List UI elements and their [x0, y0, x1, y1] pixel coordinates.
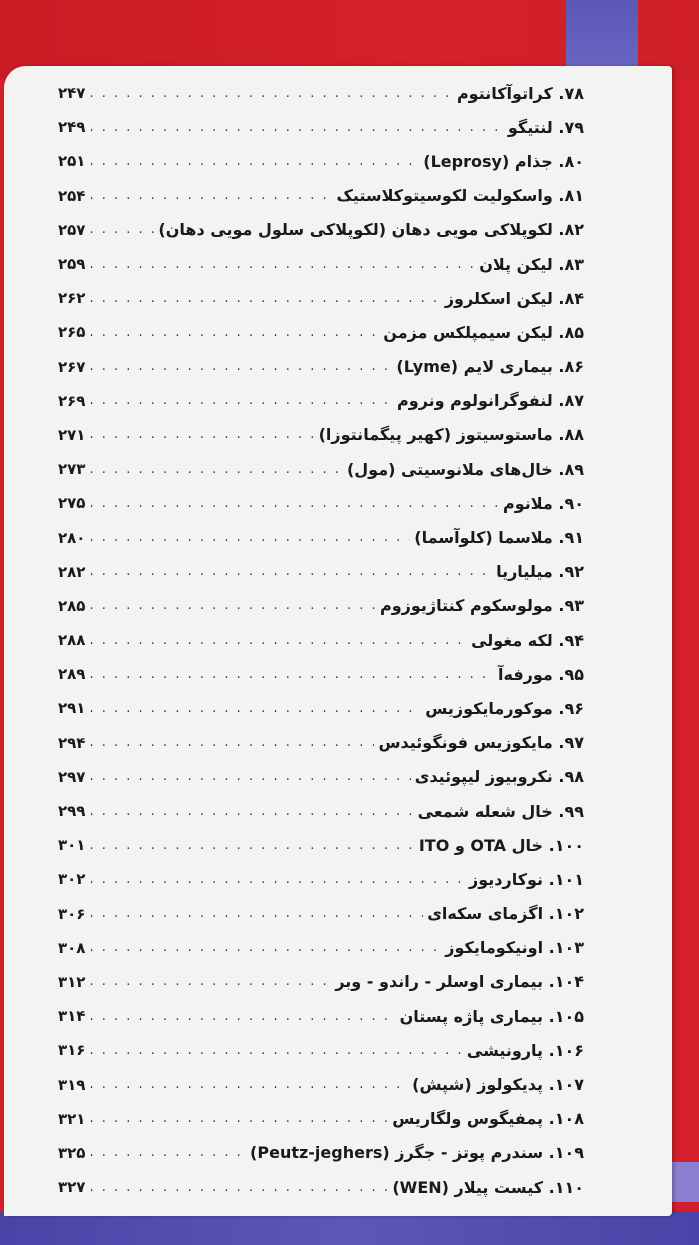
- toc-entry[interactable]: [58, 315, 584, 349]
- dot-leader: [89, 564, 492, 579]
- toc-entry-page: ۲۸۵: [58, 596, 86, 615]
- toc-entry-title: ۹۱. ملاسما (کلوآسما): [414, 528, 584, 548]
- toc-entry-page: ۲۷۳: [58, 460, 86, 479]
- dot-leader: [89, 257, 475, 272]
- toc-entry-page: ۲۸۲: [58, 562, 86, 581]
- dot-leader: [89, 838, 414, 853]
- toc-entry-title: ۱۰۲. اگزمای سکه‌ای: [427, 904, 584, 924]
- toc-entry-title: ۹۰. ملانوم: [503, 493, 584, 513]
- toc-entry[interactable]: [58, 999, 584, 1033]
- toc-entry[interactable]: [58, 828, 584, 862]
- toc-entry-page: ۲۸۰: [58, 528, 86, 547]
- toc-entry-title: ۱۰۴. بیماری اوسلر - راندو - وبر: [335, 972, 584, 992]
- toc-entry-page: ۲۹۷: [58, 767, 86, 786]
- dot-leader: [89, 154, 419, 169]
- toc-entry-page: ۳۲۱: [58, 1109, 86, 1128]
- dot-leader: [89, 974, 331, 989]
- toc-entry[interactable]: [58, 657, 584, 691]
- toc-entry[interactable]: [58, 1102, 584, 1136]
- dot-leader: [89, 325, 379, 340]
- dot-leader: [89, 633, 467, 648]
- dot-leader: [89, 1043, 462, 1058]
- toc-entry[interactable]: [58, 213, 584, 247]
- dot-leader: [89, 906, 423, 921]
- dot-leader: [89, 1111, 388, 1126]
- toc-entry-title: ۱۰۹. سندرم پوتز - جگرز (Peutz-jeghers): [250, 1143, 584, 1163]
- dot-leader: [89, 598, 376, 613]
- toc-entry[interactable]: [58, 1136, 584, 1170]
- toc-entry[interactable]: [58, 555, 584, 589]
- toc-entry-page: ۳۰۶: [58, 904, 86, 923]
- dot-leader: [89, 291, 440, 306]
- toc-entry[interactable]: [58, 384, 584, 418]
- toc-entry-title: ۱۱۰. کیست پیلار (WEN): [392, 1177, 584, 1197]
- toc-entry-page: ۲۷۵: [58, 494, 86, 513]
- toc-entry-page: ۳۰۸: [58, 938, 86, 957]
- toc-entry-title: ۱۰۵. بیماری پاژه پستان: [399, 1006, 584, 1026]
- dot-leader: [89, 427, 314, 442]
- toc-entry-title: ۹۹. خال شعله شمعی: [417, 801, 584, 821]
- toc-entry-title: ۹۲. میلیاریا: [496, 562, 584, 582]
- toc-entry-title: ۹۸. نکروبیوز لیپوئیدی: [414, 767, 584, 787]
- toc-entry-page: ۲۵۱: [58, 152, 86, 171]
- dot-leader: [89, 359, 392, 374]
- toc-entry-title: ۹۴. لکه مغولی: [471, 630, 584, 650]
- toc-entry-title: ۱۰۷. پدیکولوز (شپش): [412, 1075, 584, 1095]
- toc-entry[interactable]: [58, 794, 584, 828]
- toc-entry[interactable]: [58, 691, 584, 725]
- toc-entry-title: ۹۷. مایکوزیس فونگوئیدس: [378, 733, 584, 753]
- toc-entry[interactable]: [58, 623, 584, 657]
- toc-entry[interactable]: [58, 862, 584, 896]
- toc-entry-page: ۲۵۴: [58, 186, 86, 205]
- toc-entry[interactable]: [58, 897, 584, 931]
- dot-leader: [89, 1009, 395, 1024]
- toc-entry-title: ۸۷. لنفوگرانولوم ونروم: [397, 391, 584, 411]
- dot-leader: [89, 1145, 246, 1160]
- toc-entry[interactable]: [58, 1067, 584, 1101]
- dot-leader: [89, 222, 154, 237]
- dot-leader: [89, 86, 452, 101]
- toc-entry-page: ۲۷۱: [58, 425, 86, 444]
- dot-leader: [89, 393, 393, 408]
- toc-entry-page: ۲۶۲: [58, 289, 86, 308]
- dot-leader: [89, 1180, 388, 1195]
- toc-entry-title: ۹۳. مولوسکوم کنتاژیوزوم: [379, 596, 584, 616]
- toc-entry[interactable]: [58, 418, 584, 452]
- toc-entry-title: ۱۰۳. اونیکومایکوز: [445, 938, 584, 958]
- toc-entry-page: ۳۰۲: [58, 870, 86, 889]
- toc-entry-title: ۹۵. مورفه‌آ: [498, 664, 584, 684]
- toc-entry-page: ۲۶۵: [58, 323, 86, 342]
- toc-entry-page: ۲۶۷: [58, 357, 86, 376]
- dot-leader: [89, 804, 413, 819]
- toc-entry-page: ۲۴۷: [58, 84, 86, 103]
- dot-leader: [89, 701, 421, 716]
- toc-entry-page: ۳۲۷: [58, 1178, 86, 1197]
- toc-entry-page: ۲۸۸: [58, 631, 86, 650]
- toc-entry-title: ۱۰۸. پمفیگوس ولگاریس: [392, 1109, 584, 1129]
- toc-entry-title: ۹۶. موکورمایکوزیس: [425, 698, 584, 718]
- dot-leader: [89, 1077, 408, 1092]
- toc-entry[interactable]: [58, 1170, 584, 1204]
- dot-leader: [89, 120, 503, 135]
- toc-entry[interactable]: [58, 452, 584, 486]
- toc-entry-title: ۸۰. جذام (Leprosy): [423, 151, 584, 171]
- dot-leader: [89, 496, 499, 511]
- toc-entry[interactable]: [58, 179, 584, 213]
- toc-entry-page: ۲۶۹: [58, 391, 86, 410]
- toc-entry-page: ۲۸۹: [58, 665, 86, 684]
- toc-entry-title: ۱۰۰. خال OTA و ITO: [418, 835, 584, 855]
- toc-entry[interactable]: [58, 350, 584, 384]
- toc-entry[interactable]: [58, 110, 584, 144]
- toc-entry-title: ۸۱. واسکولیت لکوسیتوکلاستیک: [336, 186, 584, 206]
- toc-entry-title: ۷۸. کراتوآکانتوم: [456, 83, 584, 103]
- dot-leader: [89, 667, 494, 682]
- toc-entry-page: ۳۰۱: [58, 836, 86, 855]
- toc-entry-title: ۸۹. خال‌های ملانوسیتی (مول): [346, 459, 584, 479]
- dot-leader: [89, 462, 343, 477]
- toc-entry-page: ۳۱۴: [58, 1007, 86, 1026]
- toc-entry-title: ۸۳. لیکن پلان: [479, 254, 584, 274]
- toc-entry[interactable]: [58, 281, 584, 315]
- toc-entry-title: ۸۲. لکوپلاکی مویی دهان (لکوپلاکی سلول مویی دهان): [158, 220, 584, 240]
- dot-leader: [89, 940, 441, 955]
- dot-leader: [89, 735, 374, 750]
- toc-entry-title: ۸۵. لیکن سیمپلکس مزمن: [383, 322, 584, 342]
- toc-entry-page: ۲۹۹: [58, 802, 86, 821]
- toc-entry-title: ۱۰۱. نوکاردیوز: [469, 869, 584, 889]
- toc-entry[interactable]: [58, 486, 584, 520]
- toc-entry[interactable]: [58, 760, 584, 794]
- toc-entry-page: ۲۵۷: [58, 220, 86, 239]
- toc-entry-title: ۷۹. لنتیگو: [507, 117, 584, 137]
- toc-entry-page: ۲۵۹: [58, 255, 86, 274]
- book-cover-bottom: [0, 1211, 699, 1245]
- toc-entry-page: ۳۱۹: [58, 1075, 86, 1094]
- toc-entry-title: ۸۴. لیکن اسکلروز: [444, 288, 584, 308]
- toc-entry[interactable]: [58, 1033, 584, 1067]
- toc-entry[interactable]: [58, 144, 584, 178]
- toc-entry[interactable]: [58, 520, 584, 554]
- toc-entry[interactable]: [58, 76, 584, 110]
- table-of-contents: [58, 76, 584, 1204]
- toc-entry[interactable]: [58, 931, 584, 965]
- toc-entry-page: ۲۹۱: [58, 699, 86, 718]
- toc-entry[interactable]: [58, 965, 584, 999]
- bookmark-tab: [566, 0, 638, 70]
- dot-leader: [89, 530, 410, 545]
- toc-entry[interactable]: [58, 589, 584, 623]
- toc-entry-title: ۸۶. بیماری لایم (Lyme): [396, 357, 584, 377]
- dot-leader: [89, 872, 465, 887]
- toc-entry-page: ۲۹۴: [58, 733, 86, 752]
- toc-entry[interactable]: [58, 726, 584, 760]
- toc-entry-page: ۳۱۲: [58, 972, 86, 991]
- dot-leader: [89, 769, 410, 784]
- dot-leader: [89, 188, 332, 203]
- toc-entry-title: ۸۸. ماستوسیتوز (کهیر پیگمانتوزا): [318, 425, 584, 445]
- toc-entry-title: ۱۰۶. پارونیشی: [466, 1040, 584, 1060]
- toc-entry-page: ۳۲۵: [58, 1143, 86, 1162]
- toc-entry-page: ۳۱۶: [58, 1041, 86, 1060]
- toc-entry-page: ۲۴۹: [58, 118, 86, 137]
- toc-entry[interactable]: [58, 247, 584, 281]
